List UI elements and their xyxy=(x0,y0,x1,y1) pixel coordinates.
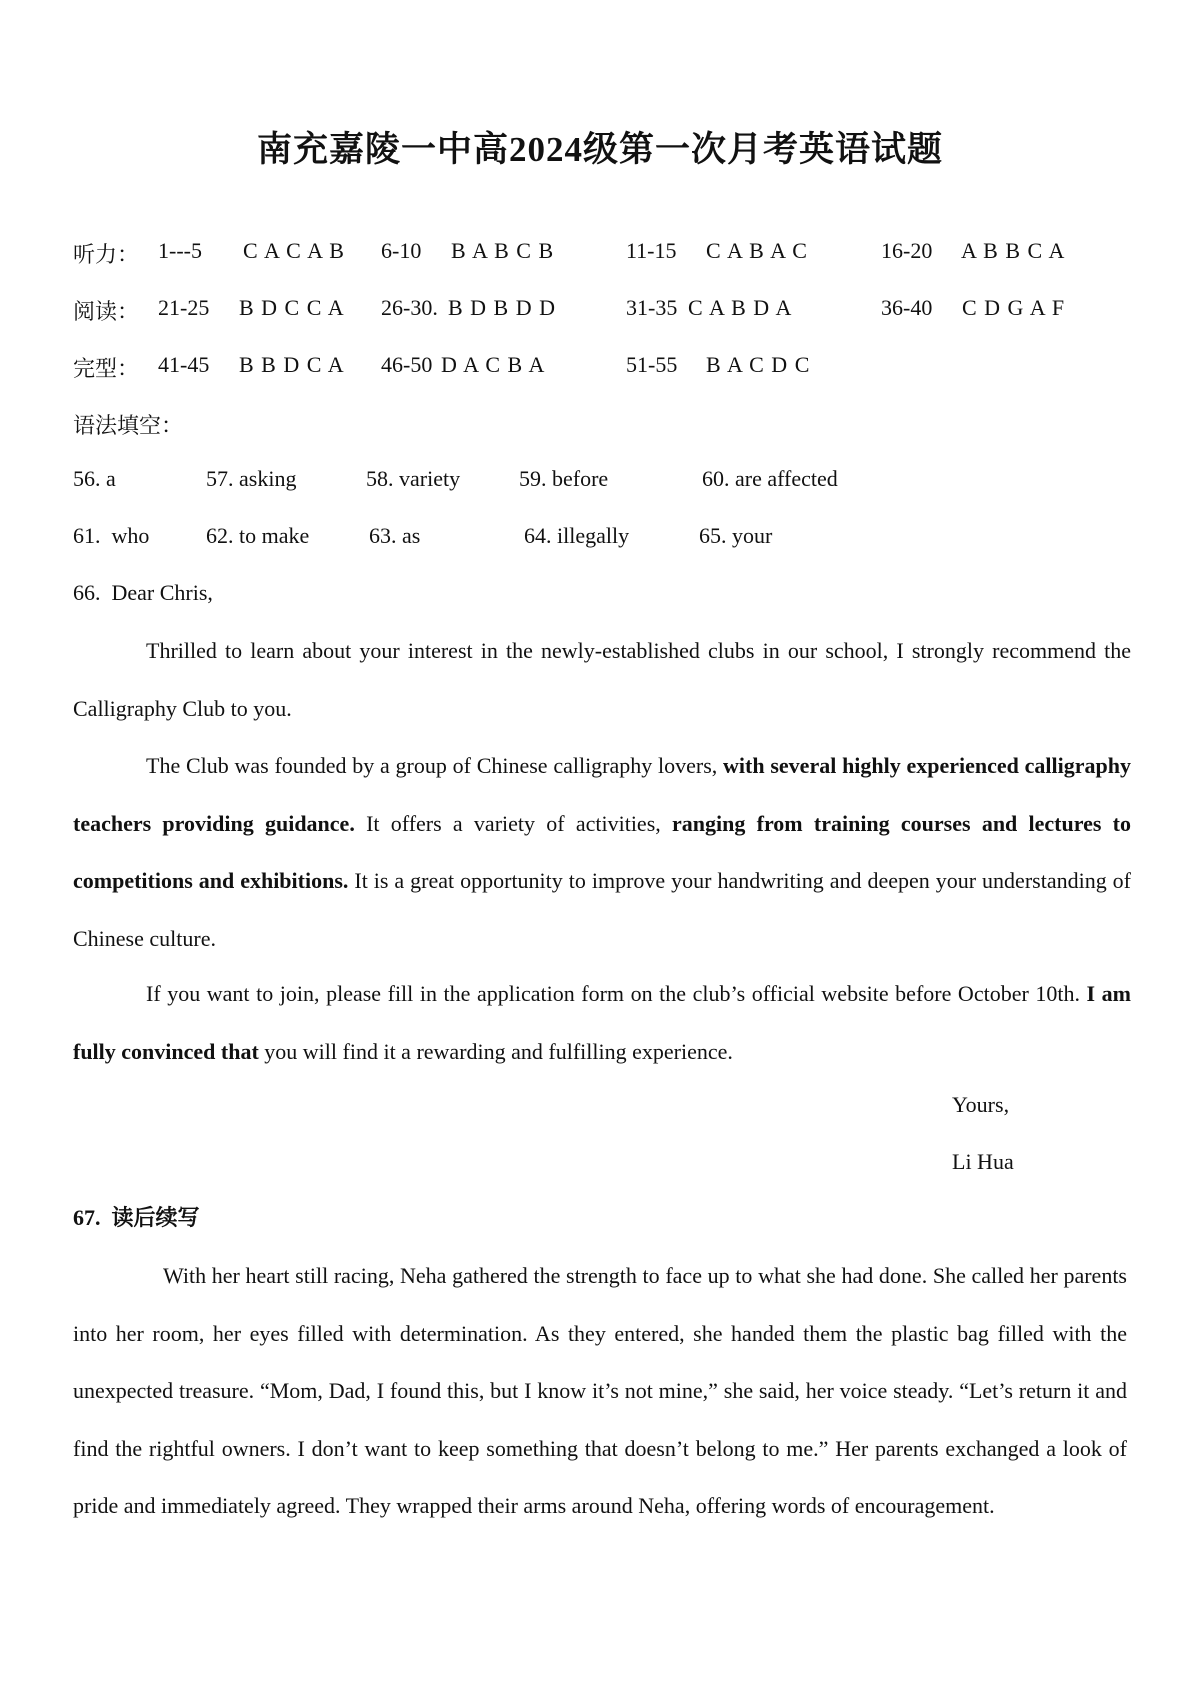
cloze-answers-3: B A C D C xyxy=(706,352,811,377)
letter-p2-bold-d: ranging from training courses and lectures to competitions and exhibitions. xyxy=(73,810,1132,893)
reading-answers-1: B D C C A xyxy=(239,295,345,320)
reading-label: 阅读： xyxy=(73,299,140,324)
listening-label: 听力： xyxy=(73,242,140,267)
cloze-answers-1: B B D C A xyxy=(239,352,345,377)
reading-range-2: 26-30. xyxy=(381,295,438,320)
letter-closing: Yours, xyxy=(952,1092,1010,1117)
grammar-answer-63: 63. as xyxy=(369,523,421,548)
listening-range-1: 1---5 xyxy=(158,238,202,263)
reading-range-1: 21-25 xyxy=(158,295,210,320)
grammar-answer-65: 65. your xyxy=(699,523,773,548)
grammar-answer-62: 62. to make xyxy=(206,523,310,548)
listening-answers-2: B A B C B xyxy=(451,238,555,263)
letter-paragraph-2 xyxy=(73,737,1131,967)
continuation-title: 67. 读后续写 xyxy=(73,1205,200,1230)
grammar-answer-58: 58. variety xyxy=(366,466,461,491)
grammar-answer-60: 60. are affected xyxy=(702,466,838,491)
reading-range-3: 31-35 xyxy=(626,295,678,320)
grammar-label: 语法填空： xyxy=(73,413,184,438)
letter-p3-bold-b: I am fully convinced that xyxy=(73,981,1131,1064)
letter-paragraph-1: Thrilled to learn about your interest in the newly-established clubs in our school, I strongly recommend the Calligraphy Club to you. xyxy=(73,638,1131,721)
page-title: 南充嘉陵一中高2024级第一次月考英语试题 xyxy=(256,130,943,169)
letter-p2-text-a: The Club was founded by a group of Chinese calligraphy lovers, xyxy=(146,753,724,778)
reading-answers-2: B D B D D xyxy=(448,295,557,320)
cloze-range-1: 41-45 xyxy=(158,352,210,377)
grammar-answer-64: 64. illegally xyxy=(524,523,630,548)
listening-answers-1: C A C A B xyxy=(243,238,345,263)
letter-p2-text-e: It is a great opportunity to improve your handwriting and deepen your understanding of Chinese culture. xyxy=(73,868,1131,951)
grammar-answer-56: 56. a xyxy=(73,466,116,491)
listening-range-2: 6-10 xyxy=(381,238,422,263)
grammar-answer-59: 59. before xyxy=(519,466,609,491)
listening-range-4: 16-20 xyxy=(881,238,933,263)
letter-p3-text-a: If you want to join, please fill in the application form on the club’s official website before October 10th. xyxy=(146,981,1087,1006)
reading-answers-3: C A B D A xyxy=(688,295,793,320)
cloze-answers-2: D A C B A xyxy=(441,352,546,377)
continuation-paragraph: With her heart still racing, Neha gathered the strength to face up to what she had done. She called her parents into her room, her eyes filled with determination. As they entered, she handed them the plastic bag filled with the unexpected treasure. “Mom, Dad, I found this, but I know it’s not mine,” she said, her voice steady. “Let’s return it and find the rightful owners. I don’t want to keep something that doesn’t belong to me.” Her parents exchanged a look of pride and immediately agreed. They wrapped their arms around Neha, offering words of encouragement. xyxy=(73,1263,1127,1518)
cloze-label: 完型： xyxy=(73,356,140,381)
letter-p2-text-c: It offers a variety of activities, xyxy=(354,810,673,836)
letter-greeting: 66. Dear Chris, xyxy=(73,580,213,605)
letter-paragraph-3 xyxy=(73,965,1131,1080)
listening-answers-3: C A B A C xyxy=(706,238,808,263)
reading-range-4: 36-40 xyxy=(881,295,933,320)
cloze-range-2: 46-50 xyxy=(381,352,433,377)
grammar-answer-61: 61. who xyxy=(73,523,150,548)
listening-range-3: 11-15 xyxy=(626,238,677,263)
letter-signature: Li Hua xyxy=(952,1149,1014,1174)
reading-answers-4: C D G A F xyxy=(962,295,1066,320)
letter-p3-text-c: you will find it a rewarding and fulfilling experience. xyxy=(258,1038,733,1064)
listening-answers-4: A B B C A xyxy=(961,238,1066,263)
cloze-range-3: 51-55 xyxy=(626,352,678,377)
grammar-answer-57: 57. asking xyxy=(206,466,297,491)
letter-p2-bold-b: with several highly experienced calligraphy teachers providing guidance. xyxy=(73,753,1132,836)
